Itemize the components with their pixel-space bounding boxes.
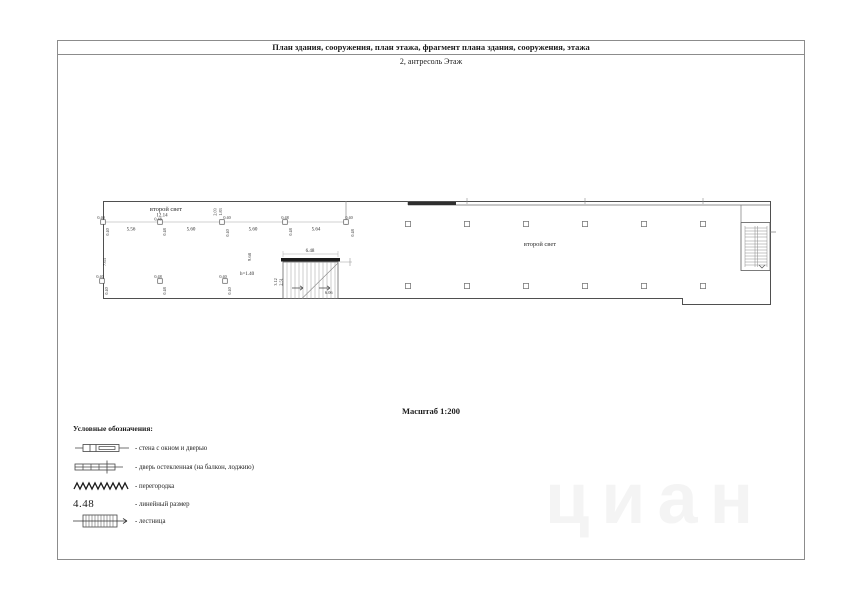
partition-icon (73, 479, 135, 493)
scale-label: Масштаб 1:200 (402, 406, 460, 416)
legend-label: - лестница (135, 517, 166, 525)
dim-bay3: 5.60 (248, 227, 258, 233)
sheet-title: План здания, сооружения, план этажа, фрагмент плана здания, сооружения, этажа (58, 41, 804, 55)
legend-item-linear-dimension (73, 496, 403, 512)
plan-top-wall-thick-segment (408, 202, 456, 205)
svg-text:0.48: 0.48 (162, 228, 167, 236)
legend-heading: Условные обозначения: (73, 424, 153, 433)
legend-item-glazed-door (73, 459, 403, 475)
svg-text:0.40: 0.40 (225, 229, 230, 237)
left-area-label: второй свет (149, 206, 183, 213)
svg-text:0.48: 0.48 (281, 215, 289, 220)
legend (73, 424, 403, 529)
legend-item-wall-window-door (73, 440, 403, 456)
wall-window-door-icon (73, 441, 135, 455)
columns-right-section (405, 221, 705, 288)
dim-mid-height: 9.68 (247, 253, 252, 261)
svg-text:0.40: 0.40 (97, 215, 105, 220)
glazed-door-icon (73, 460, 135, 474)
svg-text:0.40: 0.40 (96, 274, 104, 279)
dim-v1: 2.03 (212, 208, 218, 216)
column-marker-labels-bottom (96, 274, 232, 295)
svg-text:0.40: 0.40 (104, 287, 109, 295)
legend-item-partition (73, 478, 403, 494)
legend-label: - линейный размер (135, 500, 190, 508)
legend-label: - перегородка (135, 482, 175, 490)
dim-stair-h1: 3.12 (273, 278, 278, 286)
dim-stair-width: 6.48 (305, 249, 315, 254)
svg-text:0.48: 0.48 (288, 228, 293, 236)
linear-dimension-sample: 4.48 (73, 498, 95, 510)
dim-total-top: 12.14 (156, 213, 168, 219)
dim-bay2: 5.60 (186, 227, 196, 233)
svg-text:0.48: 0.48 (350, 229, 355, 237)
dim-stair-h2: 2.51 (278, 278, 284, 286)
svg-text:0.48: 0.48 (162, 287, 167, 295)
svg-text:0.40: 0.40 (223, 215, 231, 220)
legend-label: - стена с окном и дверью (135, 444, 208, 452)
dim-stair-b: 6.06 (325, 290, 333, 295)
svg-text:0.40: 0.40 (219, 274, 227, 279)
plan-outline (104, 202, 771, 305)
column-marker-labels-top (97, 215, 355, 237)
dim-v2: 1.83 (218, 208, 223, 216)
svg-text:0.40: 0.40 (227, 287, 232, 295)
height-note: h=1.40 (240, 272, 255, 277)
staircase-middle (278, 251, 352, 299)
watermark-logo: циан (545, 459, 766, 539)
column-markers-left-bottom (100, 279, 228, 284)
svg-text:0.40: 0.40 (105, 228, 110, 236)
svg-text:0.40: 0.40 (345, 215, 353, 220)
sheet-subtitle: 2, антресоль Этаж (399, 57, 463, 66)
legend-item-stairs (73, 513, 403, 529)
svg-text:0.48: 0.48 (154, 216, 162, 222)
legend-label: - дверь остекленная (на балкон, лоджию) (135, 463, 254, 471)
right-area-label: второй свет (523, 241, 557, 248)
dim-left-height: 7.63 (102, 258, 107, 266)
dim-bay1: 5.56 (126, 227, 136, 233)
dim-bay4: 5.64 (311, 227, 321, 233)
svg-text:0.48: 0.48 (154, 274, 162, 279)
stairs-icon (73, 512, 135, 530)
